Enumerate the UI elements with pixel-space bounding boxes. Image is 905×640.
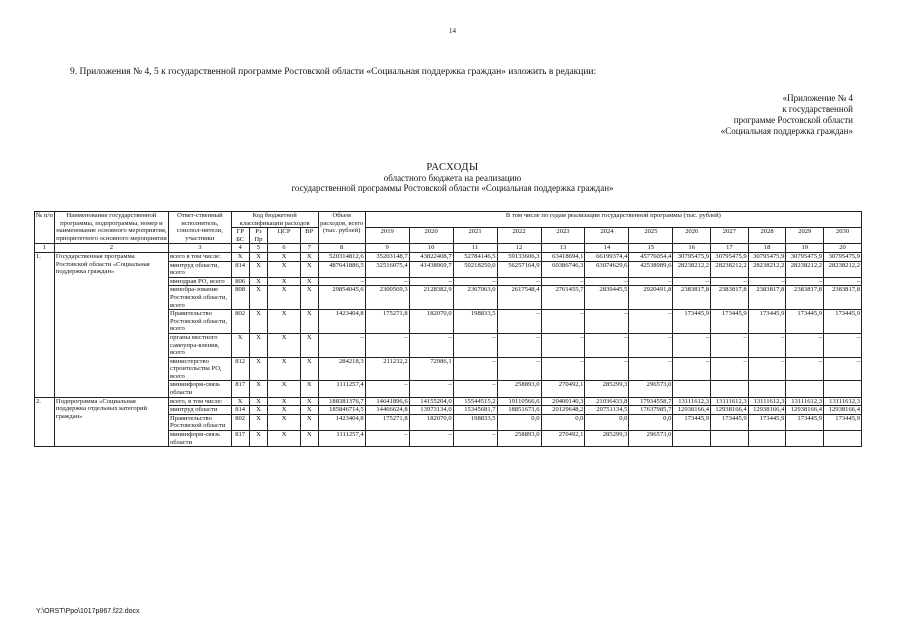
table-cell: 19110566,6 <box>497 397 541 406</box>
table-cell: – <box>629 333 673 357</box>
table-cell: 258893,0 <box>497 431 541 447</box>
table-cell: – <box>541 333 585 357</box>
table-cell: 13111612,3 <box>748 397 786 406</box>
table-cell: Подпрограмма «Социальная поддержка отдельных категорий граждан» <box>54 397 168 447</box>
table-cell: 285299,3 <box>585 431 629 447</box>
table-cell: – <box>365 431 409 447</box>
table-cell: 258893,0 <box>497 381 541 397</box>
table-cell: 28238212,2 <box>673 261 711 277</box>
table-cell: X <box>249 397 268 406</box>
table-cell: – <box>585 357 629 381</box>
table-cell: 296573,0 <box>629 381 673 397</box>
table-cell: 42538989,6 <box>629 261 673 277</box>
table-cell: 487641886,5 <box>318 261 365 277</box>
header-year: 2026 <box>673 228 711 244</box>
table-cell: X <box>268 397 300 406</box>
table-cell <box>786 381 824 397</box>
table-cell: X <box>249 310 268 334</box>
table-cell: 0,0 <box>541 414 585 430</box>
table-cell: X <box>300 310 318 334</box>
title-line: РАСХОДЫ <box>426 162 479 173</box>
table-cell: X <box>268 406 300 415</box>
table-cell: 12938166,4 <box>748 406 786 415</box>
table-cell <box>673 381 711 397</box>
table-cell: X <box>249 333 268 357</box>
table-cell: X <box>231 397 249 406</box>
table-cell: X <box>268 357 300 381</box>
table-cell: – <box>748 277 786 286</box>
table-cell: – <box>497 277 541 286</box>
table-cell: 173445,9 <box>711 310 749 334</box>
column-index: 16 <box>673 244 711 253</box>
table-cell: – <box>318 277 365 286</box>
table-cell: 814 <box>231 261 249 277</box>
table-cell: минтруд области, всего <box>168 261 231 277</box>
table-cell: 15345681,7 <box>453 406 497 415</box>
table-cell: 173445,9 <box>748 310 786 334</box>
table-cell: X <box>249 406 268 415</box>
table-cell: 18851673,6 <box>497 406 541 415</box>
table-cell: 12938166,4 <box>673 406 711 415</box>
table-cell: минобра-зование Ростовской области, всего <box>168 286 231 310</box>
table-cell: – <box>497 357 541 381</box>
table-cell: 35203148,7 <box>365 252 409 261</box>
table-cell: – <box>673 333 711 357</box>
table-cell: X <box>300 333 318 357</box>
table-cell: всего, в том числе: <box>168 397 231 406</box>
column-index: 17 <box>711 244 749 253</box>
table-cell: минтруд области <box>168 406 231 415</box>
table-cell: 29854045,6 <box>318 286 365 310</box>
table-cell: X <box>231 252 249 261</box>
table-cell: 175271,8 <box>365 414 409 430</box>
column-index: 7 <box>300 244 318 253</box>
column-index: 5 <box>249 244 268 253</box>
table-cell: X <box>249 277 268 286</box>
table-cell: 1111257,4 <box>318 431 365 447</box>
table-cell: 173445,9 <box>786 414 824 430</box>
table-cell: 30795475,9 <box>673 252 711 261</box>
header-code-group: Код бюджетной классификации расходов <box>231 212 318 228</box>
table-cell: X <box>249 381 268 397</box>
table-cell: 198833,5 <box>453 414 497 430</box>
table-cell: 808 <box>231 286 249 310</box>
table-cell: – <box>824 357 862 381</box>
column-index: 13 <box>541 244 585 253</box>
budget-table <box>34 211 862 447</box>
table-cell: 0,0 <box>629 414 673 430</box>
header-year: 2023 <box>541 228 585 244</box>
table-cell: 13111612,3 <box>824 397 862 406</box>
page-number: 14 <box>449 27 456 35</box>
column-index: 1 <box>35 244 55 253</box>
table-cell: 59133606,3 <box>497 252 541 261</box>
table-cell <box>824 431 862 447</box>
table-cell: – <box>824 333 862 357</box>
table-cell: 30795475,9 <box>711 252 749 261</box>
table-cell: X <box>300 397 318 406</box>
table-cell: 20751134,5 <box>585 406 629 415</box>
table-cell: X <box>249 414 268 430</box>
table-cell: 2383817,8 <box>748 286 786 310</box>
table-cell: 14155204,0 <box>409 397 453 406</box>
table-cell: – <box>585 277 629 286</box>
table-cell: 802 <box>231 414 249 430</box>
table-cell: – <box>748 333 786 357</box>
table-cell: – <box>453 431 497 447</box>
table-cell: – <box>585 310 629 334</box>
table-cell: X <box>300 357 318 381</box>
table-cell: 63418694,1 <box>541 252 585 261</box>
table-cell: 30795475,9 <box>824 252 862 261</box>
table-row <box>35 252 862 261</box>
table-cell: Правительство Ростовской области, всего <box>168 310 231 334</box>
table-cell: X <box>300 277 318 286</box>
table-cell: мининформ-связь области <box>168 431 231 447</box>
table-cell: – <box>824 277 862 286</box>
table-cell: X <box>300 261 318 277</box>
table-cell: – <box>541 277 585 286</box>
table-cell: – <box>318 333 365 357</box>
table-cell: 13111612,3 <box>673 397 711 406</box>
table-cell: 1423404,8 <box>318 310 365 334</box>
table-cell: 2383817,8 <box>673 286 711 310</box>
table-cell: 60386746,3 <box>541 261 585 277</box>
appendix-line: «Приложение № 4 <box>782 93 853 103</box>
table-cell: 1. <box>35 252 55 397</box>
column-index: 18 <box>748 244 786 253</box>
table-cell: – <box>541 357 585 381</box>
table-cell: 15544515,2 <box>453 397 497 406</box>
table-cell: 63074629,6 <box>585 261 629 277</box>
table-cell: X <box>300 414 318 430</box>
table-cell: 2300569,3 <box>365 286 409 310</box>
column-index: 15 <box>629 244 673 253</box>
table-cell: 21036433,8 <box>585 397 629 406</box>
table-cell: 12938166,4 <box>711 406 749 415</box>
table-cell: – <box>585 333 629 357</box>
table-cell: 1111257,4 <box>318 381 365 397</box>
column-index: 11 <box>453 244 497 253</box>
table-cell: – <box>453 277 497 286</box>
table-cell: 17637985,7 <box>629 406 673 415</box>
table-cell: 173445,9 <box>824 310 862 334</box>
table-cell: X <box>249 286 268 310</box>
header-total: Объем расходов, всего (тыс. рублей) <box>318 212 365 244</box>
header-year: 2029 <box>786 228 824 244</box>
table-cell: 28238212,2 <box>711 261 749 277</box>
table-cell <box>786 431 824 447</box>
table-cell: 814 <box>231 406 249 415</box>
table-cell: – <box>786 333 824 357</box>
table-cell: 182070,0 <box>409 310 453 334</box>
table-cell: 32516075,4 <box>365 261 409 277</box>
table-cell: 14466624,8 <box>365 406 409 415</box>
table-cell: 41438969,7 <box>409 261 453 277</box>
header-year: 2020 <box>409 228 453 244</box>
table-cell: X <box>249 252 268 261</box>
table-cell: – <box>786 277 824 286</box>
table-cell: – <box>409 333 453 357</box>
table-cell: X <box>231 333 249 357</box>
table-cell: X <box>268 277 300 286</box>
table-cell: – <box>786 357 824 381</box>
table-cell: 520314812,6 <box>318 252 365 261</box>
table-cell: X <box>268 431 300 447</box>
table-cell <box>711 381 749 397</box>
table-cell: – <box>365 277 409 286</box>
table-cell: 2128382,9 <box>409 286 453 310</box>
file-path-footer: Y:\ORST\Ppo\1017p867.f22.docx <box>36 608 140 615</box>
table-cell: 2920491,8 <box>629 286 673 310</box>
column-index: 10 <box>409 244 453 253</box>
column-index: 12 <box>497 244 541 253</box>
table-cell: минздрав РО, всего <box>168 277 231 286</box>
table-cell: – <box>497 333 541 357</box>
table-row <box>35 397 862 406</box>
column-index: 9 <box>365 244 409 253</box>
title-line: государственной программы Ростовской области «Социальная поддержка граждан» <box>291 183 614 193</box>
table-cell: 12938166,4 <box>824 406 862 415</box>
table-cell: 817 <box>231 431 249 447</box>
table-cell: – <box>711 277 749 286</box>
table-cell: всего в том числе: <box>168 252 231 261</box>
table-cell: – <box>365 381 409 397</box>
table-cell: – <box>409 381 453 397</box>
table-cell: 817 <box>231 381 249 397</box>
table-cell: 20129648,2 <box>541 406 585 415</box>
table-cell <box>748 431 786 447</box>
table-cell: X <box>249 357 268 381</box>
table-cell: 175271,8 <box>365 310 409 334</box>
table-cell: 812 <box>231 357 249 381</box>
appendix-header <box>633 93 853 137</box>
table-cell: – <box>409 277 453 286</box>
table-cell <box>748 381 786 397</box>
table-cell: 1423404,8 <box>318 414 365 430</box>
table-cell: 802 <box>231 310 249 334</box>
table-cell: 2761455,7 <box>541 286 585 310</box>
table-cell: 45776054,4 <box>629 252 673 261</box>
table-cell: 13973134,0 <box>409 406 453 415</box>
table-cell: 0,0 <box>497 414 541 430</box>
table-cell: – <box>453 381 497 397</box>
column-index: 3 <box>168 244 231 253</box>
table-cell: мининформ-связь области <box>168 381 231 397</box>
table-cell: 173445,9 <box>711 414 749 430</box>
table-cell: 28238212,2 <box>748 261 786 277</box>
table-cell: 17934558,7 <box>629 397 673 406</box>
table-cell: Правительство Ростовской области <box>168 414 231 430</box>
table-cell: 806 <box>231 277 249 286</box>
table-cell: 185846714,5 <box>318 406 365 415</box>
table-cell: X <box>268 381 300 397</box>
header-year: 2028 <box>748 228 786 244</box>
table-cell: министерство строительства РО, всего <box>168 357 231 381</box>
table-cell: – <box>673 357 711 381</box>
header-year: 2021 <box>453 228 497 244</box>
table-cell: – <box>711 357 749 381</box>
table-cell: 12938166,4 <box>786 406 824 415</box>
table-cell: 43822408,7 <box>409 252 453 261</box>
table-cell: 173445,9 <box>824 414 862 430</box>
table-cell: X <box>300 286 318 310</box>
title-line: областного бюджета на реализацию <box>383 173 522 183</box>
appendix-line: «Социальная поддержка граждан» <box>720 126 853 136</box>
header-executor: Ответ-ственный исполнитель, соиспол-нители, участники <box>168 212 231 244</box>
table-cell: 2617548,4 <box>497 286 541 310</box>
table-cell: X <box>300 381 318 397</box>
table-cell: – <box>629 357 673 381</box>
table-cell: 52784146,5 <box>453 252 497 261</box>
table-cell: – <box>711 333 749 357</box>
table-cell: 72986,1 <box>409 357 453 381</box>
column-index: 4 <box>231 244 249 253</box>
table-cell: 30795475,9 <box>748 252 786 261</box>
table-cell: 0,0 <box>585 414 629 430</box>
column-index: 8 <box>318 244 365 253</box>
header-year: 2022 <box>497 228 541 244</box>
header-name: Наименование государственной программы, подпрограммы, номер и наименование основного мероприятия, приоритетного основного мероприятия <box>54 212 168 244</box>
table-cell: 173445,9 <box>673 310 711 334</box>
table-cell: – <box>541 310 585 334</box>
table-cell: – <box>453 333 497 357</box>
header-year: 2030 <box>824 228 862 244</box>
table-cell: – <box>629 277 673 286</box>
table-cell: 182070,0 <box>409 414 453 430</box>
intro-text: 9. Приложения № 4, 5 к государственной программе Ростовской области «Социальная поддержка граждан» изложить в редакции: <box>70 67 597 77</box>
table-cell: 285299,3 <box>585 381 629 397</box>
appendix-line: к государственной <box>782 104 853 114</box>
table-cell: X <box>268 252 300 261</box>
table-cell: 50218250,0 <box>453 261 497 277</box>
table-cell: 2367063,0 <box>453 286 497 310</box>
column-index: 19 <box>786 244 824 253</box>
table-cell: 211232,2 <box>365 357 409 381</box>
table-cell: – <box>629 310 673 334</box>
table-cell: 2839445,5 <box>585 286 629 310</box>
table-cell: 198833,5 <box>453 310 497 334</box>
table-cell: 270492,1 <box>541 381 585 397</box>
table-cell: 28238212,2 <box>786 261 824 277</box>
table-cell: X <box>300 406 318 415</box>
column-index: 2 <box>54 244 168 253</box>
table-cell: 56257164,9 <box>497 261 541 277</box>
header-year: 2019 <box>365 228 409 244</box>
table-cell: – <box>453 357 497 381</box>
column-index: 14 <box>585 244 629 253</box>
table-cell: X <box>249 431 268 447</box>
header-year: 2024 <box>585 228 629 244</box>
table-cell: 13111612,3 <box>711 397 749 406</box>
table-cell: 173445,9 <box>748 414 786 430</box>
table-cell: 20400140,3 <box>541 397 585 406</box>
header-rzpr: Рз Пр <box>249 228 268 244</box>
table-cell: 28238212,2 <box>824 261 862 277</box>
column-index: 20 <box>824 244 862 253</box>
table-cell: X <box>249 261 268 277</box>
header-year: 2025 <box>629 228 673 244</box>
table-cell: – <box>673 277 711 286</box>
table-cell: 14641896,6 <box>365 397 409 406</box>
table-cell: – <box>409 431 453 447</box>
document-title <box>0 163 905 193</box>
table-cell: 2. <box>35 397 55 447</box>
table-cell: 284218,3 <box>318 357 365 381</box>
table-cell: X <box>268 286 300 310</box>
table-cell: 188381376,7 <box>318 397 365 406</box>
table-cell: 2383817,8 <box>824 286 862 310</box>
table-cell: 296573,0 <box>629 431 673 447</box>
table-cell: 13111612,3 <box>786 397 824 406</box>
column-index: 6 <box>268 244 300 253</box>
header-csr: ЦСР <box>268 228 300 244</box>
table-cell: X <box>268 414 300 430</box>
table-cell <box>711 431 749 447</box>
table-cell: X <box>268 333 300 357</box>
table-cell: X <box>300 252 318 261</box>
table-cell: 173445,9 <box>786 310 824 334</box>
table-cell: Государственная программа Ростовской области «Социальная поддержка граждан» <box>54 252 168 397</box>
table-cell: X <box>268 261 300 277</box>
table-cell: – <box>748 357 786 381</box>
header-num: № п/п <box>35 212 55 244</box>
table-cell: 173445,9 <box>673 414 711 430</box>
table-cell: X <box>300 431 318 447</box>
header-year: 2027 <box>711 228 749 244</box>
appendix-line: программе Ростовской области <box>733 115 853 125</box>
table-cell: 66199374,4 <box>585 252 629 261</box>
table-cell: 2383817,8 <box>786 286 824 310</box>
table-cell: – <box>497 310 541 334</box>
table-cell: X <box>268 310 300 334</box>
header-vr: ВР <box>300 228 318 244</box>
header-grbs: ГР БС <box>231 228 249 244</box>
table-cell: – <box>365 333 409 357</box>
table-cell <box>824 381 862 397</box>
table-cell: 30795475,9 <box>786 252 824 261</box>
table-cell: органы местного самоупра-вления, всего <box>168 333 231 357</box>
table-cell: 2383817,8 <box>711 286 749 310</box>
header-years-group: В том числе по годам реализации государственной программы (тыс. рублей) <box>365 212 861 228</box>
table-cell <box>673 431 711 447</box>
table-cell: 270492,1 <box>541 431 585 447</box>
